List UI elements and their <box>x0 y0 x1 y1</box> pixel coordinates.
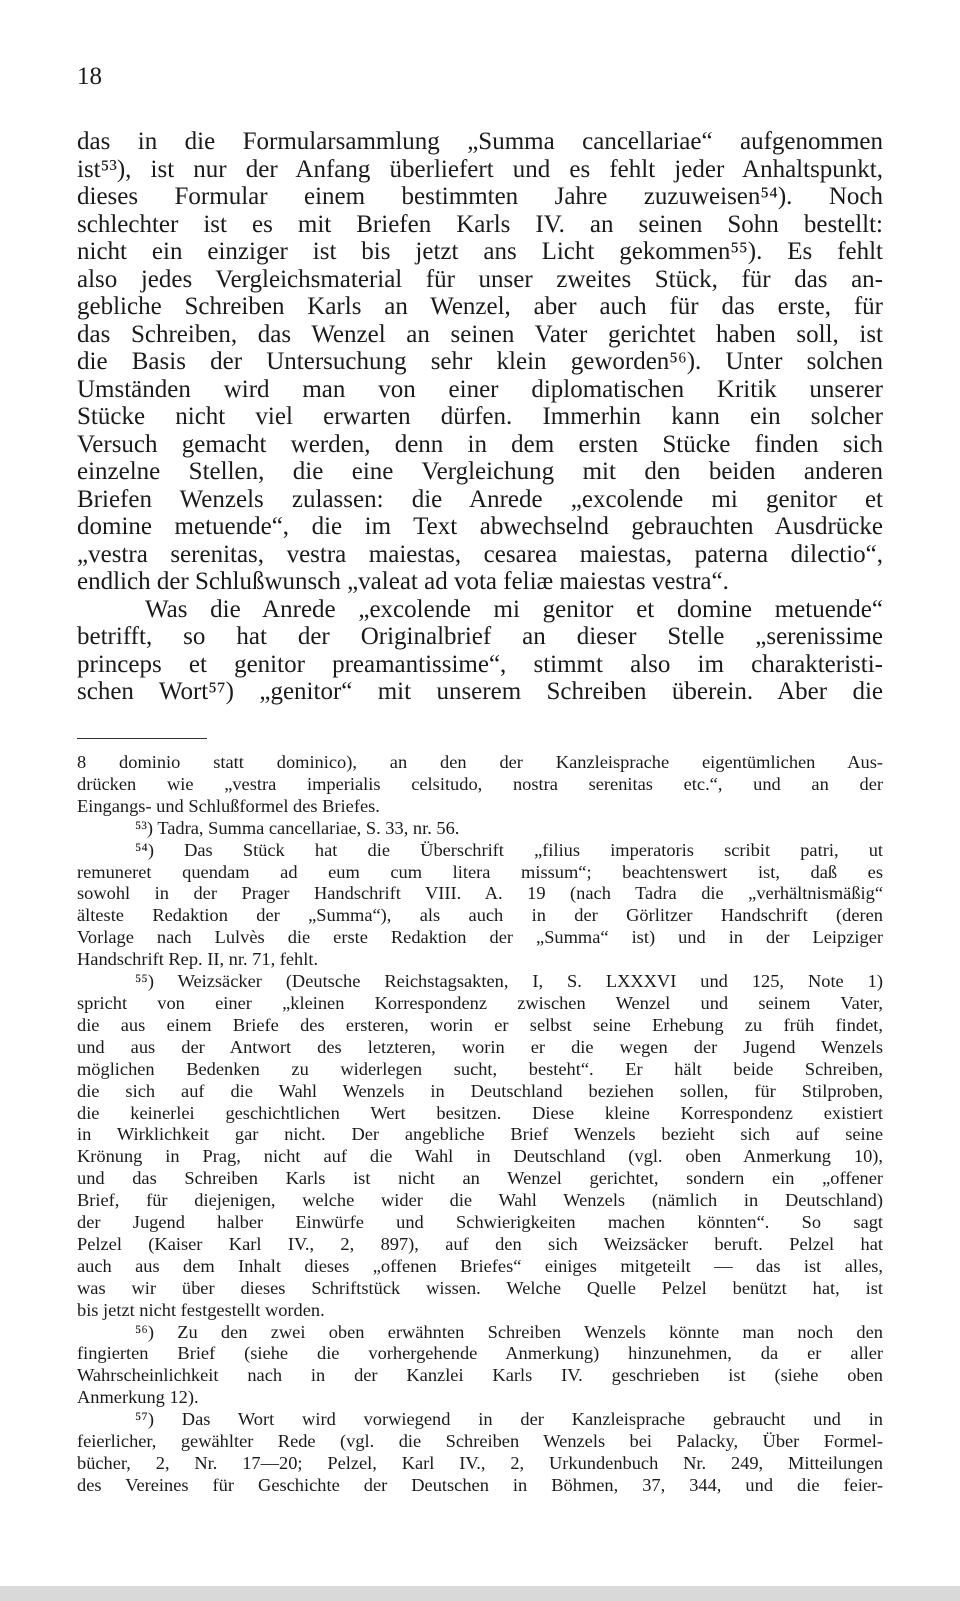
footnote-line: und das Schreiben Karls ist nicht an Wenzel gerichtet, sondern ein „offener <box>77 1168 883 1189</box>
footnote-line: feierlicher, gewählter Rede (vgl. die Schreiben Wenzels bei Palacky, Über Formel- <box>77 1431 883 1452</box>
footnotes <box>77 752 883 1497</box>
footnote-line: und aus der Antwort des letzteren, worin er die wegen der Jugend Wenzels <box>77 1036 883 1057</box>
main-text-line: nicht ein einziger ist bis jetzt ans Licht gekommen⁵⁵). Es fehlt <box>77 238 883 265</box>
footnote-54: ⁵⁴) Das Stück hat die Überschrift „filius imperatoris scribit patri, ut <box>135 839 883 860</box>
footnote-line: auch aus dem Inhalt dieses „offenen Briefes“ einiges mitgeteilt — das ist alles, <box>77 1255 883 1276</box>
footnote-line: bücher, 2, Nr. 17—20; Pelzel, Karl IV., 2, Urkundenbuch Nr. 249, Mitteilungen <box>77 1453 883 1473</box>
main-text-line: also jedes Vergleichsmaterial für unser zweites Stück, für das an- <box>77 265 883 293</box>
main-text-line: ist⁵³), ist nur der Anfang überliefert und es fehlt jeder Anhaltspunkt, <box>77 155 883 183</box>
footnote-line: bis jetzt nicht festgestellt worden. <box>77 1299 325 1320</box>
main-text <box>77 128 883 706</box>
main-text-line: Versuch gemacht werden, denn in dem ersten Stücke finden sich <box>77 430 883 458</box>
main-text-line: „vestra serenitas, vestra maiestas, cesarea maiestas, paterna dilectio“, <box>77 540 883 568</box>
footnote-line: Eingangs- und Schlußformel des Briefes. <box>77 795 380 816</box>
footnote-line: fingierten Brief (siehe die vorhergehende Anmerkung) hinzunehmen, da er aller <box>77 1343 883 1364</box>
main-text-line: domine metuende“, die im Text abwechselnd gebrauchten Ausdrücke <box>77 513 883 540</box>
footnote-line: was wir über dieses Schriftstück wissen. Welche Quelle Pelzel benützt hat, ist <box>77 1277 883 1298</box>
main-text-line: Was die Anrede „excolende mi genitor et domine metuende“ <box>145 595 883 623</box>
main-text-line: schen Wort⁵⁷) „genitor“ mit unserem Schreiben überein. Aber die <box>77 678 883 705</box>
footnote-line: Vorlage nach Lulvès die erste Redaktion der „Summa“ ist) und in der Leipziger <box>77 927 883 948</box>
main-text-line: betrifft, so hat der Originalbrief an dieser Stelle „serenissime <box>77 623 883 650</box>
main-text-line: schlechter ist es mit Briefen Karls IV. an seinen Sohn bestellt: <box>77 210 883 238</box>
footnote-56: ⁵⁶) Zu den zwei oben erwähnten Schreiben Wenzels könnte man noch den <box>135 1321 883 1342</box>
main-text-line: Stücke nicht viel erwarten dürfen. Immerhin kann ein solcher <box>77 403 883 430</box>
footnote-line: Anmerkung 12). <box>77 1387 199 1408</box>
footnote-line: des Vereines für Geschichte der Deutschen in Böhmen, 37, 344, und die feier- <box>77 1474 883 1495</box>
footnote-line: drücken wie „vestra imperialis celsitudo, nostra serenitas etc.“, und an der <box>77 773 883 794</box>
main-text-line: princeps et genitor preamantissime“, stimmt also im charakteristi- <box>77 650 883 678</box>
footnote-line: Pelzel (Kaiser Karl IV., 2, 897), auf den sich Weizsäcker beruft. Pelzel hat <box>77 1233 883 1254</box>
footnote-55: ⁵⁵) Weizsäcker (Deutsche Reichstagsakten, I, S. LXXXVI und 125, Note 1) <box>135 971 883 992</box>
footnote-line: der Jugend halber Einwürfe und Schwierigkeiten machen könnten“. So sagt <box>77 1212 883 1233</box>
footnote-line: remuneret quendam ad eum cum litera missum“; beachtenswert ist, daß es <box>77 861 883 882</box>
footnote-line: Wahrscheinlichkeit nach in der Kanzlei Karls IV. geschrieben ist (siehe oben <box>77 1365 883 1386</box>
scan-bottom-edge <box>0 1586 960 1601</box>
footnote-line: Handschrift Rep. II, nr. 71, fehlt. <box>77 949 319 970</box>
main-text-line: das in die Formularsammlung „Summa cancellariae“ aufgenommen <box>77 128 883 155</box>
footnote-line: möglichen Bedenken zu widerlegen sucht, besteht“. Er hält beide Schreiben, <box>77 1058 883 1079</box>
footnote-line: Brief, für diejenigen, welche wider die Wahl Wenzels (nämlich in Deutschland) <box>77 1190 883 1211</box>
main-text-line: dieses Formular einem bestimmten Jahre zuzuweisen⁵⁴). Noch <box>77 183 883 210</box>
page-number: 18 <box>77 63 102 90</box>
main-text-line: Briefen Wenzels zulassen: die Anrede „excolende mi genitor et <box>77 485 883 513</box>
footnote-line: die sich auf die Wahl Wenzels in Deutschland beziehen sollen, für Stilproben, <box>77 1080 883 1101</box>
footnote-separator <box>77 738 207 739</box>
main-text-line: Umständen wird man von einer diplomatischen Kritik unserer <box>77 375 883 403</box>
footnote-57: ⁵⁷) Das Wort wird vorwiegend in der Kanzleisprache gebraucht und in <box>135 1409 883 1430</box>
main-text-line: gebliche Schreiben Karls an Wenzel, aber auch für das erste, für <box>77 293 883 320</box>
footnote-line: 8 dominio statt dominico), an den der Kanzleisprache eigentümlichen Aus- <box>77 752 883 772</box>
footnote-line: sowohl in der Prager Handschrift VIII. A. 19 (nach Tadra die „verhältnismäßig“ <box>77 883 883 904</box>
footnote-line: die aus einem Briefe des ersteren, worin er selbst seine Erhebung zu früh findet, <box>77 1014 883 1035</box>
main-text-line: einzelne Stellen, die eine Vergleichung mit den beiden anderen <box>77 458 883 485</box>
footnote-line: spricht von einer „kleinen Korrespondenz zwischen Wenzel und seinem Vater, <box>77 992 883 1013</box>
footnote-line: die keinerlei geschichtlichen Wert besitzen. Diese kleine Korrespondenz existiert <box>77 1102 883 1123</box>
main-text-line: die Basis der Untersuchung sehr klein geworden⁵⁶). Unter solchen <box>77 348 883 375</box>
main-text-line: das Schreiben, das Wenzel an seinen Vater gerichtet haben soll, ist <box>77 320 883 348</box>
footnote-line: in Wirklichkeit gar nicht. Der angebliche Brief Wenzels bezieht sich auf seine <box>77 1124 883 1145</box>
footnote-line: älteste Redaktion der „Summa“), als auch in der Görlitzer Handschrift (deren <box>77 905 883 926</box>
main-text-line: endlich der Schlußwunsch „valeat ad vota feliæ maiestas vestra“. <box>77 568 729 595</box>
footnote-53: ⁵³) Tadra, Summa cancellariae, S. 33, nr. 56. <box>135 817 460 838</box>
footnote-line: Krönung in Prag, nicht auf die Wahl in Deutschland (vgl. oben Anmerkung 10), <box>77 1146 883 1167</box>
